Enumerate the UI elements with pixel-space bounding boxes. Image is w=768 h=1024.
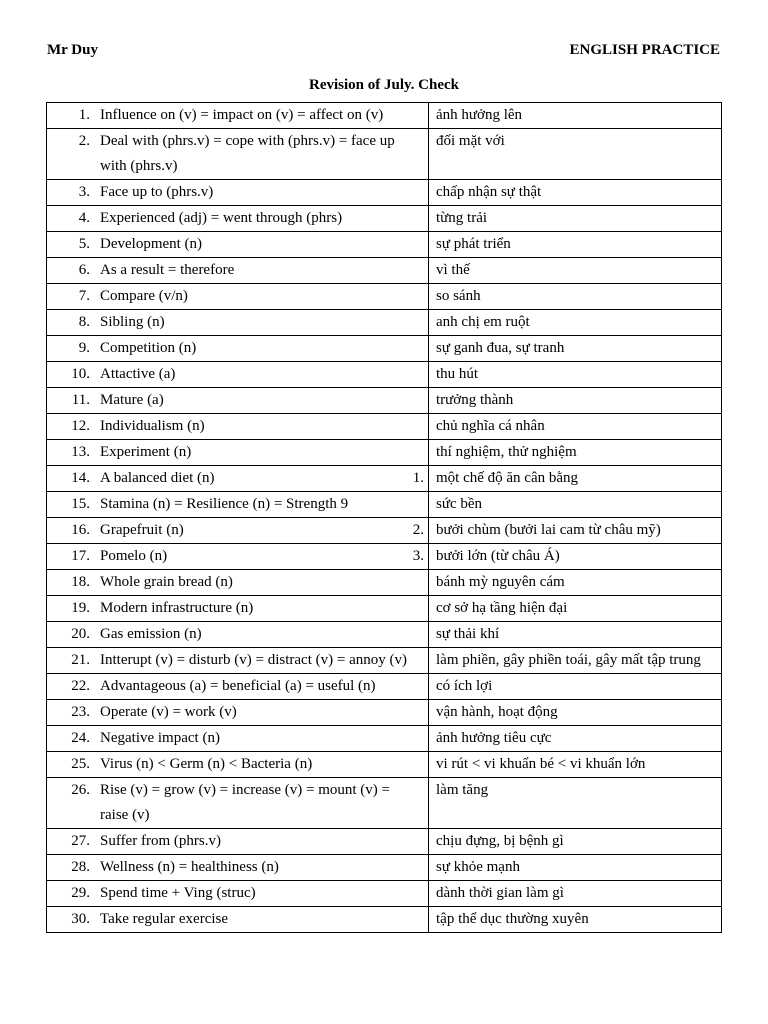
english-term-cell xyxy=(47,907,429,933)
vietnamese-meaning-cell: có ích lợi xyxy=(429,674,722,700)
vietnamese-meaning-cell: ảnh hưởng tiêu cực xyxy=(429,726,722,752)
english-term-cell xyxy=(47,648,429,674)
item-number: 14. xyxy=(71,470,90,486)
table-row xyxy=(47,700,722,726)
item-number: 19. xyxy=(71,600,90,616)
item-number: 17. xyxy=(71,548,90,564)
vietnamese-meaning-cell: chủ nghĩa cá nhân xyxy=(429,414,722,440)
table-row xyxy=(47,726,722,752)
english-term: Development (n) xyxy=(100,236,203,252)
english-term: Spend time + Ving (struc) xyxy=(100,885,256,901)
english-term: Stamina (n) = Resilience (n) = Strength 9 xyxy=(100,496,349,512)
table-row xyxy=(47,622,722,648)
vietnamese-meaning-cell: trưởng thành xyxy=(429,388,722,414)
document-heading: ENGLISH PRACTICE xyxy=(569,42,720,58)
english-term-cell xyxy=(47,855,429,881)
vietnamese-meaning-cell: thí nghiệm, thử nghiệm xyxy=(429,440,722,466)
table-row xyxy=(47,855,722,881)
english-term: Advantageous (a) = beneficial (a) = useful (n) xyxy=(100,678,376,694)
vietnamese-meaning-cell: so sánh xyxy=(429,284,722,310)
vietnamese-meaning-cell: bánh mỳ nguyên cám xyxy=(429,570,722,596)
english-term-cell xyxy=(47,700,429,726)
item-number: 25. xyxy=(71,756,90,772)
english-term: Compare (v/n) xyxy=(100,288,188,304)
english-term: Experiment (n) xyxy=(100,444,192,460)
english-term-cell xyxy=(47,778,429,829)
english-term: As a result = therefore xyxy=(100,262,235,278)
vietnamese-meaning-cell: một chế độ ăn cân bằng xyxy=(429,466,722,492)
item-number: 4. xyxy=(78,210,90,226)
table-row xyxy=(47,881,722,907)
item-number: 16. xyxy=(71,522,90,538)
list-marker: 2. xyxy=(412,522,424,538)
table-row xyxy=(47,752,722,778)
table-row xyxy=(47,103,722,129)
author-name: Mr Duy xyxy=(47,42,98,58)
english-term-cell xyxy=(47,362,429,388)
item-number: 9. xyxy=(78,340,90,356)
vietnamese-meaning-cell: thu hút xyxy=(429,362,722,388)
english-term-cell xyxy=(47,570,429,596)
table-row xyxy=(47,570,722,596)
english-term: Virus (n) < Germ (n) < Bacteria (n) xyxy=(100,756,313,772)
english-term-cell xyxy=(47,492,429,518)
item-number: 27. xyxy=(71,833,90,849)
english-term: Operate (v) = work (v) xyxy=(100,704,237,720)
table-row xyxy=(47,258,722,284)
item-number: 15. xyxy=(71,496,90,512)
table-row xyxy=(47,362,722,388)
table-row xyxy=(47,778,722,829)
english-term-cell xyxy=(47,596,429,622)
item-number: 12. xyxy=(71,418,90,434)
vietnamese-meaning-cell: dành thời gian làm gì xyxy=(429,881,722,907)
english-term-cell xyxy=(47,440,429,466)
table-row xyxy=(47,674,722,700)
english-term: Influence on (v) = impact on (v) = affect on (v) xyxy=(100,107,384,123)
table-row xyxy=(47,129,722,180)
english-term-cell xyxy=(47,674,429,700)
vietnamese-meaning-cell: bưởi chùm (bưởi lai cam từ châu mỹ) xyxy=(429,518,722,544)
vietnamese-meaning-cell: bưởi lớn (từ châu Á) xyxy=(429,544,722,570)
vietnamese-meaning-cell: làm tăng xyxy=(429,778,722,829)
vietnamese-meaning-cell: làm phiền, gây phiền toái, gây mất tập trung xyxy=(429,648,722,674)
english-term-cell xyxy=(47,232,429,258)
english-term-cell xyxy=(47,466,429,492)
vocabulary-table xyxy=(46,102,722,933)
item-number: 2. xyxy=(78,133,90,149)
vietnamese-meaning-cell: đối mặt với xyxy=(429,129,722,180)
item-number: 26. xyxy=(71,782,90,798)
english-term: Negative impact (n) xyxy=(100,730,220,746)
english-term-cell xyxy=(47,310,429,336)
english-term: Face up to (phrs.v) xyxy=(100,184,214,200)
item-number: 23. xyxy=(71,704,90,720)
english-term: Modern infrastructure (n) xyxy=(100,600,254,616)
list-marker: 1. xyxy=(412,470,424,486)
item-number: 7. xyxy=(78,288,90,304)
table-row xyxy=(47,310,722,336)
english-term-cell xyxy=(47,258,429,284)
item-number: 20. xyxy=(71,626,90,642)
english-term-cell xyxy=(47,518,429,544)
vietnamese-meaning-cell: vi rút < vi khuẩn bé < vi khuẩn lớn xyxy=(429,752,722,778)
english-term: A balanced diet (n) xyxy=(100,470,215,486)
english-term: Competition (n) xyxy=(100,340,197,356)
page-header xyxy=(47,42,720,59)
item-number: 13. xyxy=(71,444,90,460)
item-number: 10. xyxy=(71,366,90,382)
vietnamese-meaning-cell: sự thải khí xyxy=(429,622,722,648)
english-term-cell xyxy=(47,284,429,310)
table-row xyxy=(47,544,722,570)
vietnamese-meaning-cell: sự phát triển xyxy=(429,232,722,258)
item-number: 11. xyxy=(71,392,90,408)
english-term: Pomelo (n) xyxy=(100,548,168,564)
table-row xyxy=(47,284,722,310)
page-title: Revision of July. Check xyxy=(308,77,459,93)
english-term: Take regular exercise xyxy=(100,911,229,927)
english-term-cell xyxy=(47,129,429,180)
english-term: Intterupt (v) = disturb (v) = distract (v) = annoy (v) xyxy=(100,652,407,668)
table-row xyxy=(47,492,722,518)
vietnamese-meaning-cell: ảnh hưởng lên xyxy=(429,103,722,129)
item-number: 8. xyxy=(78,314,90,330)
table-row xyxy=(47,466,722,492)
table-row xyxy=(47,414,722,440)
english-term: Sibling (n) xyxy=(100,314,165,330)
english-term: Whole grain bread (n) xyxy=(100,574,233,590)
item-number: 5. xyxy=(78,236,90,252)
vietnamese-meaning-cell: chịu đựng, bị bệnh gì xyxy=(429,829,722,855)
english-term-cell xyxy=(47,752,429,778)
table-row xyxy=(47,829,722,855)
item-number: 29. xyxy=(71,885,90,901)
vietnamese-meaning-cell: anh chị em ruột xyxy=(429,310,722,336)
vietnamese-meaning-cell: vận hành, hoạt động xyxy=(429,700,722,726)
english-term-cell xyxy=(47,336,429,362)
english-term: Gas emission (n) xyxy=(100,626,202,642)
vietnamese-meaning-cell: vì thế xyxy=(429,258,722,284)
english-term: Grapefruit (n) xyxy=(100,522,184,538)
item-number: 3. xyxy=(78,184,90,200)
english-term-cell xyxy=(47,388,429,414)
table-row xyxy=(47,518,722,544)
english-term-cell xyxy=(47,414,429,440)
table-row xyxy=(47,232,722,258)
table-row xyxy=(47,440,722,466)
english-term-cell xyxy=(47,206,429,232)
vietnamese-meaning-cell: từng trải xyxy=(429,206,722,232)
item-number: 28. xyxy=(71,859,90,875)
english-term-cell xyxy=(47,180,429,206)
table-row xyxy=(47,388,722,414)
table-row xyxy=(47,180,722,206)
english-term-cell xyxy=(47,544,429,570)
english-term-cell xyxy=(47,103,429,129)
item-number: 1. xyxy=(78,107,90,123)
english-term-cell xyxy=(47,881,429,907)
table-row xyxy=(47,907,722,933)
vietnamese-meaning-cell: sự ganh đua, sự tranh xyxy=(429,336,722,362)
english-term: Mature (a) xyxy=(100,392,164,408)
english-term-cell xyxy=(47,829,429,855)
english-term-cell xyxy=(47,726,429,752)
table-row xyxy=(47,596,722,622)
item-number: 6. xyxy=(78,262,90,278)
english-term: Experienced (adj) = went through (phrs) xyxy=(100,210,343,226)
list-marker: 3. xyxy=(412,548,424,564)
english-term: Wellness (n) = healthiness (n) xyxy=(100,859,279,875)
english-term: Individualism (n) xyxy=(100,418,205,434)
english-term: Attactive (a) xyxy=(100,366,176,382)
vietnamese-meaning-cell: sự khỏe mạnh xyxy=(429,855,722,881)
english-term: Rise (v) = grow (v) = increase (v) = mount (v) = raise (v) xyxy=(100,782,391,823)
english-term-cell xyxy=(47,622,429,648)
item-number: 21. xyxy=(71,652,90,668)
english-term: Deal with (phrs.v) = cope with (phrs.v) = face up with (phrs.v) xyxy=(100,133,395,174)
vietnamese-meaning-cell: cơ sở hạ tầng hiện đại xyxy=(429,596,722,622)
item-number: 22. xyxy=(71,678,90,694)
english-term: Suffer from (phrs.v) xyxy=(100,833,221,849)
table-row xyxy=(47,648,722,674)
item-number: 30. xyxy=(71,911,90,927)
vietnamese-meaning-cell: sức bền xyxy=(429,492,722,518)
vocabulary-table-body xyxy=(47,103,722,933)
vietnamese-meaning-cell: tập thể dục thường xuyên xyxy=(429,907,722,933)
item-number: 18. xyxy=(71,574,90,590)
table-row xyxy=(47,206,722,232)
table-row xyxy=(47,336,722,362)
vietnamese-meaning-cell: chấp nhận sự thật xyxy=(429,180,722,206)
item-number: 24. xyxy=(71,730,90,746)
